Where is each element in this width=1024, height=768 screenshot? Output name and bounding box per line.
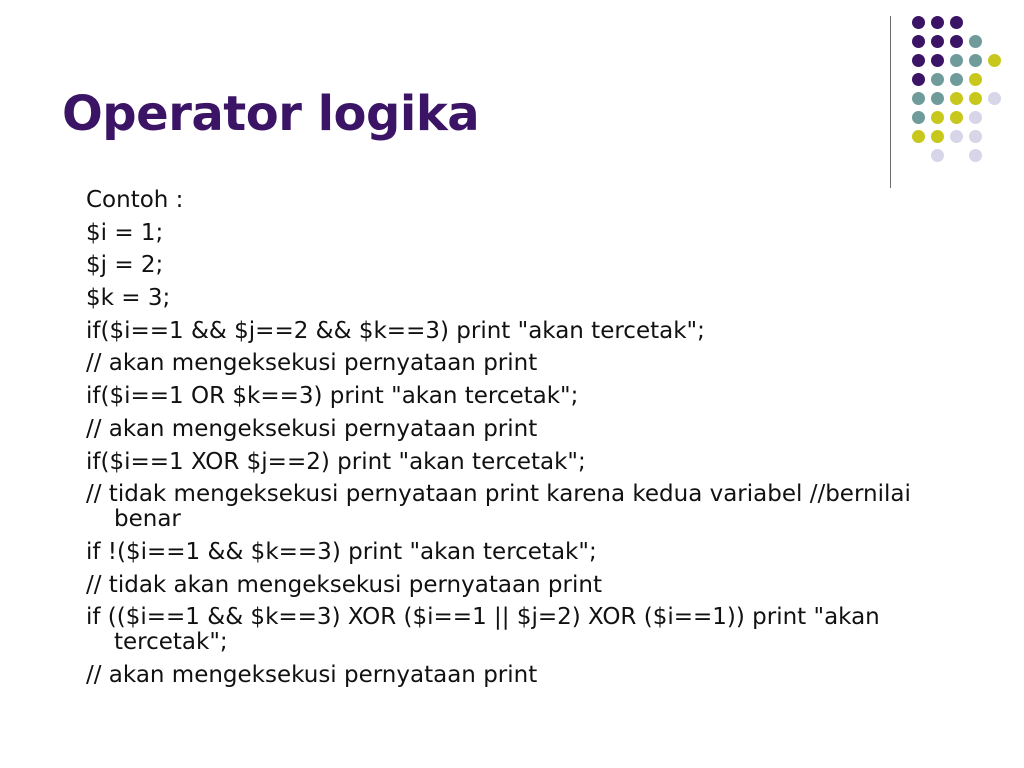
content-line: // akan mengeksekusi pernyataan print (86, 661, 538, 688)
dot (969, 73, 982, 86)
dot (931, 73, 944, 86)
content-line: $k = 3; (86, 285, 171, 312)
content-line: // akan mengeksekusi pernyataan print (86, 350, 538, 377)
dot (950, 35, 963, 48)
dot (912, 35, 925, 48)
content-line: // tidak mengeksekusi pernyataan print karena kedua variabel //bernilai benar (86, 481, 911, 533)
dot (969, 149, 982, 162)
decorative-dot-grid (0, 0, 1024, 200)
dot (950, 130, 963, 143)
dot (969, 92, 982, 105)
dot (931, 149, 944, 162)
dot (931, 111, 944, 124)
content-line: // tidak akan mengeksekusi pernyataan print (86, 571, 602, 598)
content-line: if (($i==1 && $k==3) XOR ($i==1 || $j=2) XOR ($i==1)) print "akan tercetak"; (86, 604, 880, 656)
dot (912, 92, 925, 105)
content-line: if($i==1 XOR $j==2) print "akan tercetak"; (86, 448, 586, 475)
dot (950, 111, 963, 124)
content-line: $j = 2; (86, 252, 164, 279)
dot (912, 54, 925, 67)
dot (912, 111, 925, 124)
slide-title: Operator logika (62, 86, 480, 142)
dot (931, 16, 944, 29)
dot (931, 35, 944, 48)
dot (969, 35, 982, 48)
dot (950, 16, 963, 29)
dot (969, 111, 982, 124)
dot (912, 73, 925, 86)
dot (950, 73, 963, 86)
dot (931, 92, 944, 105)
dot (912, 16, 925, 29)
content-line: if($i==1 && $j==2 && $k==3) print "akan tercetak"; (86, 317, 705, 344)
content-line: // akan mengeksekusi pernyataan print (86, 415, 538, 442)
content-line: if($i==1 OR $k==3) print "akan tercetak"; (86, 383, 579, 410)
dot (969, 130, 982, 143)
dot (931, 130, 944, 143)
content-line: if !($i==1 && $k==3) print "akan tercetak"; (86, 538, 597, 565)
dot (950, 92, 963, 105)
code-example-list (86, 188, 936, 696)
dot (969, 54, 982, 67)
content-line: $i = 1; (86, 219, 164, 246)
dot (988, 54, 1001, 67)
dot (988, 92, 1001, 105)
dot (912, 130, 925, 143)
content-line: Contoh : (86, 187, 184, 213)
dot (950, 54, 963, 67)
dot (931, 54, 944, 67)
